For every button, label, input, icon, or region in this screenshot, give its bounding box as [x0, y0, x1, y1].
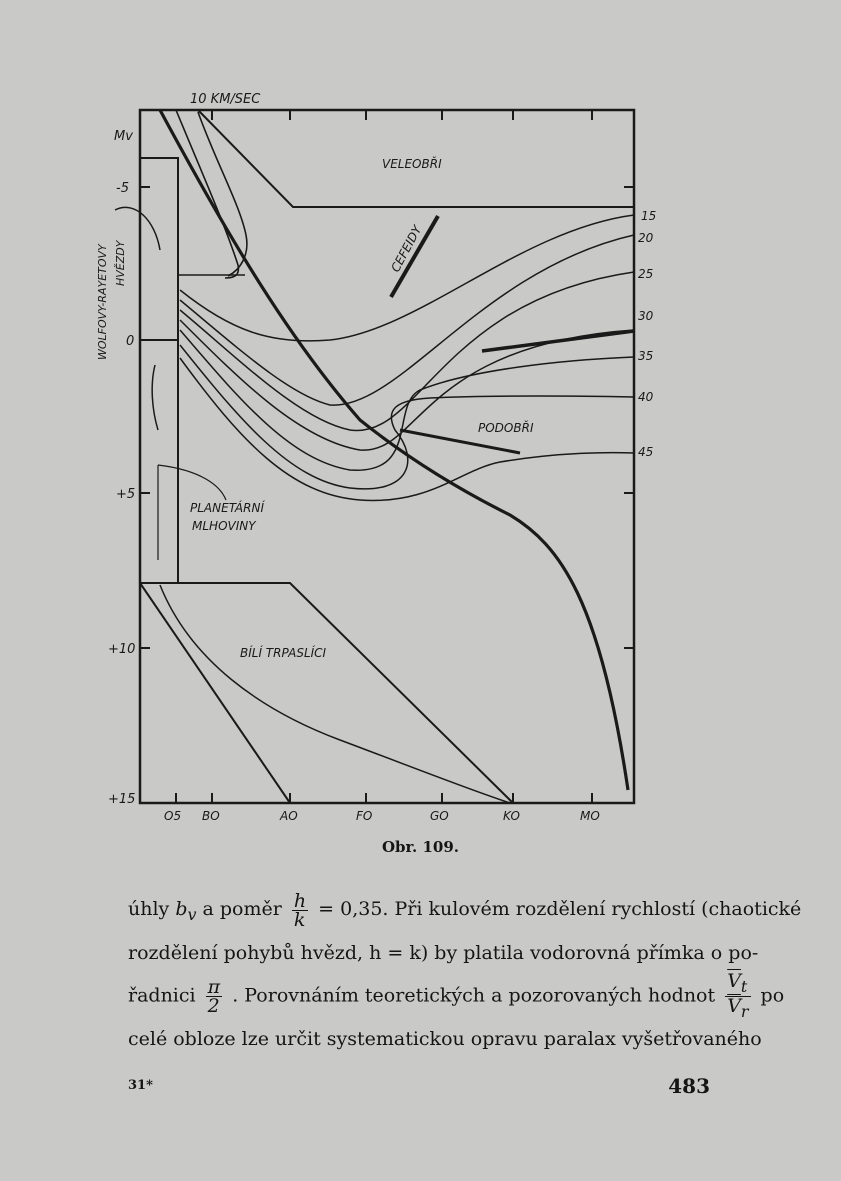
x-tick-label: FO [356, 809, 373, 823]
y-axis-title: Mv [114, 129, 133, 144]
fraction-num: π [207, 975, 221, 998]
text-run: úhly [128, 898, 170, 920]
x-tick-label: O5 [164, 809, 182, 823]
text-run: řadnici [128, 984, 196, 1007]
main-sequence [160, 110, 628, 790]
math-var: b [175, 898, 188, 920]
white-dwarf-lower-boundary [140, 583, 290, 803]
y-tick-label: +5 [116, 487, 136, 502]
fraction-vt-vr [725, 969, 750, 1021]
figure-caption: Obr. 109. [381, 838, 460, 856]
y-tick-label: +10 [108, 642, 136, 657]
curve-label: 35 [638, 349, 654, 363]
white-dwarf-upper-boundary [140, 583, 513, 803]
diagram-frame [140, 110, 634, 803]
cepheids-label: CEFEIDY [388, 223, 425, 275]
top-axis-label: 10 KM/SEC [190, 92, 261, 107]
planetary-nebulae-label: MLHOVINY [192, 519, 256, 533]
fraction-num: h [293, 889, 307, 912]
curve-label: 15 [641, 209, 657, 223]
fraction-num: $\overline{V}$ [727, 969, 741, 992]
text-line: rozdělení pohybů hvězd, h = k) by platila vodorovná přímka o po- [128, 941, 759, 964]
giant-branch-line [482, 331, 634, 351]
x-tick-label: MO [580, 809, 600, 823]
text-run: = 0,35. Při kulovém rozdělení rychlostí (chaotické [318, 898, 802, 920]
x-tick-label: AO [280, 809, 298, 823]
text-line [128, 969, 785, 1021]
planetary-pointer-1 [152, 365, 158, 430]
body-paragraph [128, 889, 802, 1058]
text-run: . Porovnáním teoretických a pozorovaných hodnot [232, 984, 716, 1007]
text-run: po [760, 984, 785, 1007]
math-sub: r [740, 1001, 749, 1021]
supergiants-label: VELEOBŘI [382, 157, 442, 171]
y-tick-label: -5 [116, 181, 129, 196]
wolf-rayet-label: WOLFOVY-RAYETOVY [96, 244, 109, 360]
wolf-rayet-label: HVĚZDY [114, 240, 127, 286]
wolf-rayet-box [140, 158, 178, 583]
planetary-nebulae-label: PLANETÁRNÍ [190, 501, 264, 515]
math-sub: t [740, 976, 748, 996]
page-number: 483 [668, 1074, 710, 1098]
curve-label: 25 [638, 267, 654, 281]
fraction-den: k [293, 908, 306, 931]
text-line: celé obloze lze určit systematickou opravu paralax vyšetřovaného [128, 1028, 762, 1051]
planetary-pointer-2 [158, 465, 226, 500]
y-tick-label: +15 [108, 792, 136, 807]
curve-label: 20 [638, 231, 654, 245]
text-run: a poměr [202, 898, 282, 920]
curve-label: 45 [638, 445, 654, 459]
y-tick-label: 0 [126, 334, 135, 349]
text-line [128, 889, 802, 934]
fraction-h-k [292, 889, 308, 931]
curve-label: 30 [638, 309, 654, 323]
curve-label: 40 [638, 390, 654, 404]
white-dwarfs-label: BÍLÍ TRPASLÍCI [240, 646, 327, 660]
x-tick-label: BO [202, 809, 220, 823]
white-dwarf-curve [160, 585, 510, 803]
math-sub: v [187, 904, 197, 924]
fraction-pi-2 [206, 975, 223, 1017]
fraction-den: $\overline{V}$ [727, 994, 741, 1017]
fraction-den: 2 [207, 994, 220, 1017]
x-tick-label: KO [503, 809, 520, 823]
x-tick-label: GO [430, 809, 449, 823]
signature-mark: 31* [128, 1078, 153, 1093]
subgiants-label: PODOBŘI [478, 421, 534, 435]
